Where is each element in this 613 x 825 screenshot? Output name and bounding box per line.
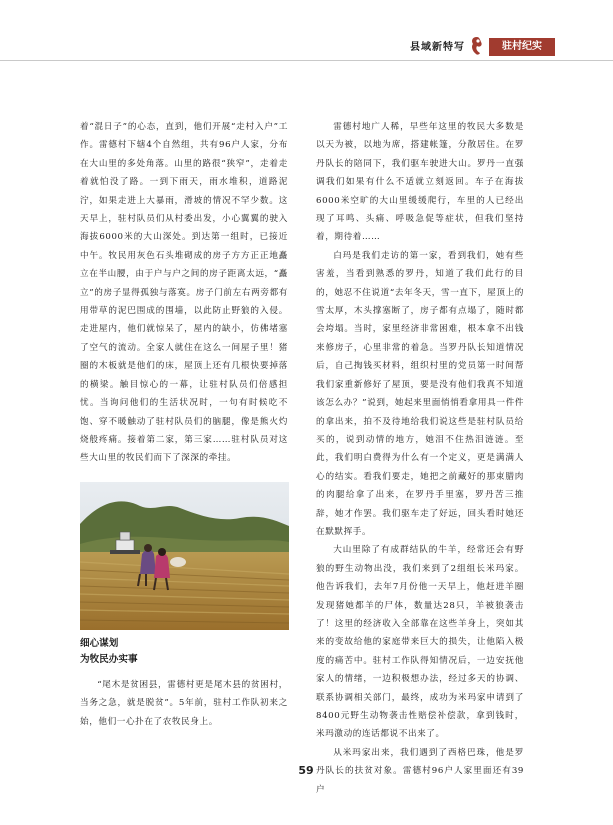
paragraph: 雷德村地广人稀，早些年这里的牧民大多数是以天为被，以地为席，搭建帐篷，分散居住。在罗丹队长的陪同下，我们驱车驶进大山。罗丹一直强调我们如果有什么不适就立刻返回。车子在海拔6000米空旷的大山里缓缓爬行，车里的人已经出现了耳鸣、头痛、呼吸急促等症状，但我们坚持着，期待着……: [316, 122, 524, 243]
right-column: [316, 118, 524, 799]
paragraph: 白玛是我们走访的第一家，看到我们，她有些害羞，当看到熟悉的罗丹，知道了我们此行的目的，她忍不住说道“去年冬天，雪一直下，屋顶上的雪太厚，木头撑塞断了，房子都有点塌了，随时都会垮塌。当时，家里经济非常困难，根本拿不出钱来修房子，心里非常的着急。当罗丹队长知道情况后，自己掏钱买材料，组织村里的党员第一时间帮我们家重新修好了屋顶，要是没有他们我真不知道该怎么办？”说到，她起来里面悄悄看拿用具一件件的拿出来，拍不及待地给我们说这些是驻村队员给买的，说到动情的地方，她泪不住热泪涟涟。至此，我们明白费得为什么有一个定义，更是满满人心的结实。看我们要走，她把之前藏好的那束腊肉的肉腿给拿了出来，在罗丹手里塞，罗丹苦三推辞，她才作罢。我们驱车走了好远，回头看时她还在默默挥手。: [316, 250, 524, 537]
field-photo: [80, 482, 289, 630]
running-header: [383, 36, 558, 58]
column-label: 县域新特写: [410, 42, 465, 53]
section-title: [80, 636, 288, 668]
paragraph: 着“混日子”的心态，直到，他们开展“走村入户”工作。雷德村下辖4个自然组，共有96户人家，分布在大山里的多处角落。山里的路很“狭窄”，走着走着就怕没了路。一到下雨天，雨水堆积，道路泥泞，如果走进上大暴雨，滑坡的情况不罕少数。这天早上，驻村队员们从村委出发，小心翼翼的驶入海拔6000米的大山深处。到达第一组时，已接近中午。牧民用灰色石头堆砌成的房子方方正正地矗立在半山腰，由于户与户之间的房子距离太远，“矗立”的房子显得孤独与落寞。房子门前左右两旁都有用带草的泥巴围成的围墙，以此防止野狼的入侵。走进屋内，他们就惊呆了，屋内的缺小，仿佛堵塞了空气的流动。全家人就住在这么一间屋子里！猪圈的木板就是他们的床，屋顶上还有几根快要掉落的横梁。触目惊心的一幕，让驻村队员们倍感担忧。当询问他们的生活状况时，一句有时候吃不饱、穿不暖触动了驻村队员们的脑腿，像是熊火灼烧般疼痛。接着第二家，第三家……驻村队员对这些大山里的牧民们而下了深深的牵挂。: [80, 122, 288, 464]
section-title-line-1: 细心谋划: [80, 638, 119, 649]
seal-icon: [469, 36, 485, 56]
page-number: 59: [298, 764, 314, 777]
section-title-line-2: 为牧民办实事: [80, 654, 138, 665]
section-tag: 驻村纪实: [489, 38, 555, 56]
paragraph: “尾木是贫困县，雷德村更是尾木县的贫困村，当务之急，就是脱贫”。5年前，驻村工作队初来之始，他们一心扑在了农牧民身上。: [80, 680, 288, 727]
left-column-bottom: [80, 676, 288, 731]
field-photo-image: [80, 482, 289, 630]
header-rule: [0, 60, 613, 61]
paragraph: 大山里除了有成群结队的牛羊，经常还会有野狼的野生动物出没，我们来到了2组组长米玛家。他告诉我们，去年7月份他一天早上，他赶进羊圈发现猪她都羊的尸体，数量达28只，羊被狼袭击了！这里的经济收入全部靠在这些羊身上，突如其来的变故给他的家庭带来巨大的损失，让他陷入极度的痛苦中。驻村工作队得知情况后，一边安抚他家人的情绪，一边积极想办法，经过多天的协调、联系协调相关部门，最终，成功为米玛家申请到了8400元野生动物袭击性赔偿补偿款，拿到钱时，米玛激动的连话都说不出来了。: [316, 545, 524, 740]
left-column: [80, 118, 288, 468]
paragraph: 从米玛家出来，我们遇到了西格巴珠，他是罗丹队长的扶贫对象。雷德村96户人家里面还有39户: [316, 747, 524, 795]
